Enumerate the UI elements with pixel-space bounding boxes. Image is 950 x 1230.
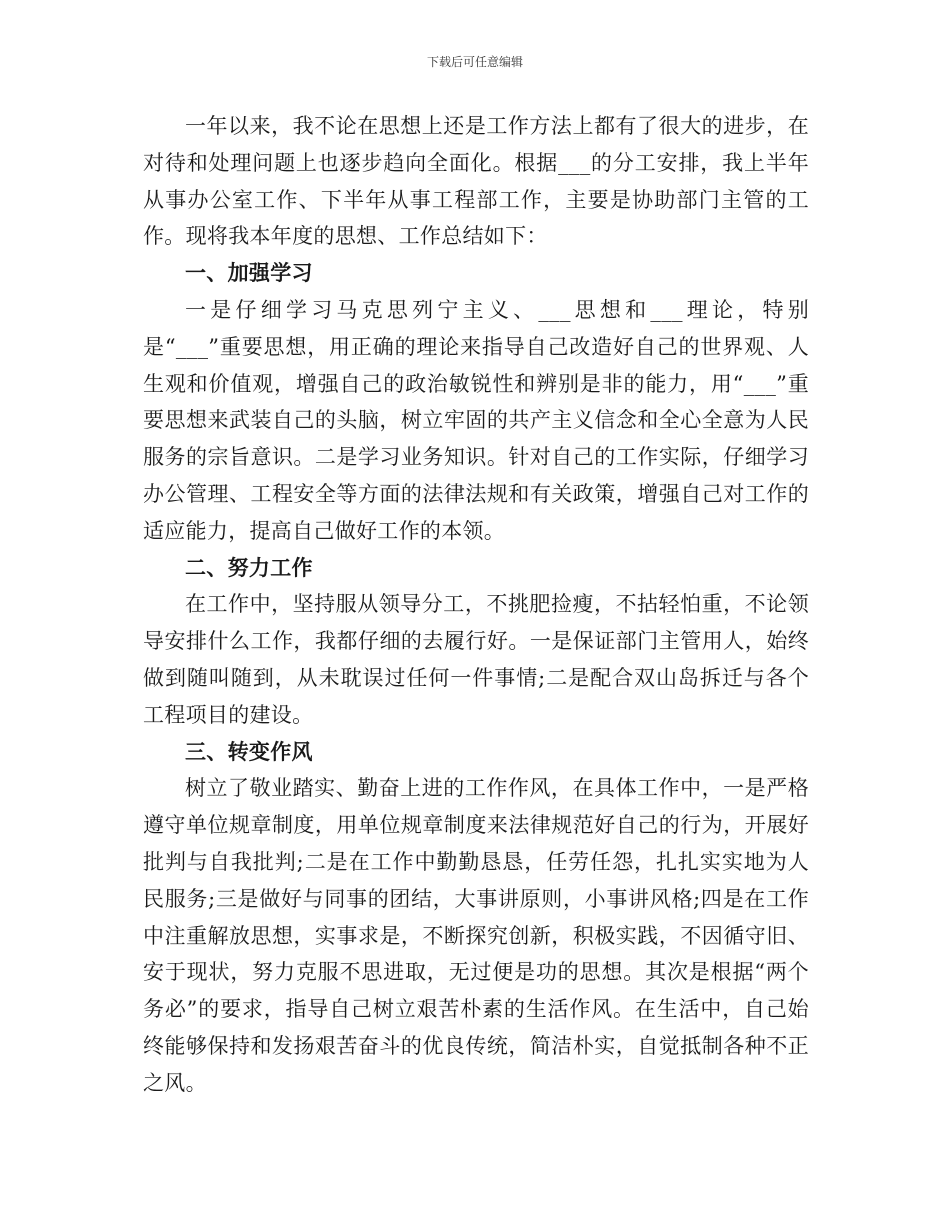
section-body-work: 在工作中，坚持服从领导分工，不挑肥捡瘦，不拈轻怕重，不论领导安排什么工作，我都仔细的去履行好。一是保证部门主管用人，始终做到随叫随到，从未耽误过任何一件事情;二是配合双山岛拆迁与各个工程项目的建设。: [143, 592, 809, 727]
header-note: 下载后可任意编辑: [426, 55, 523, 69]
section-heading-style: 三、转变作风: [185, 738, 313, 764]
intro-paragraph: 一年以来，我不论在思想上还是工作方法上都有了很大的进步，在对待和处理问题上也逐步趋向全面化。根据___的分工安排，我上半年从事办公室工作、下半年从事工程部工作，主要是协助部门主管的工作。现将我本年度的思想、工作总结如下：: [143, 114, 809, 249]
document-body: [143, 108, 809, 1102]
section-heading-work: 二、努力工作: [185, 554, 313, 580]
section-body-style: 树立了敬业踏实、勤奋上进的工作作风，在具体工作中，一是严格遵守单位规章制度，用单位规章制度来法律规范好自己的行为，开展好批判与自我批判;二是在工作中勤勤恳恳，任劳任怨，扎扎实实地为人民服务;三是做好与同事的团结，大事讲原则，小事讲风格;四是在工作中注重解放思想，实事求是，不断探究创新，积极实践，不因循守旧、安于现状，努力克服不思进取，无过便是功的思想。其次是根据“两个务必”的要求，指导自己树立艰苦朴素的生活作风。在生活中，自己始终能够保持和发扬艰苦奋斗的优良传统，简洁朴实，自觉抵制各种不正之风。: [143, 776, 809, 1095]
section-heading-study: 一、加强学习: [185, 260, 313, 286]
section-body-study: 一是仔细学习马克思列宁主义、___思想和___理论，特别是“___”重要思想，用正确的理论来指导自己改造好自己的世界观、人生观和价值观，增强自己的政治敏锐性和辨别是非的能力，用“___”重要思想来武装自己的头脑，树立牢固的共产主义信念和全心全意为人民服务的宗旨意识。二是学习业务知识。针对自己的工作实际，仔细学习办公管理、工程安全等方面的法律法规和有关政策，增强自己对工作的适应能力，提高自己做好工作的本领。: [143, 297, 809, 543]
